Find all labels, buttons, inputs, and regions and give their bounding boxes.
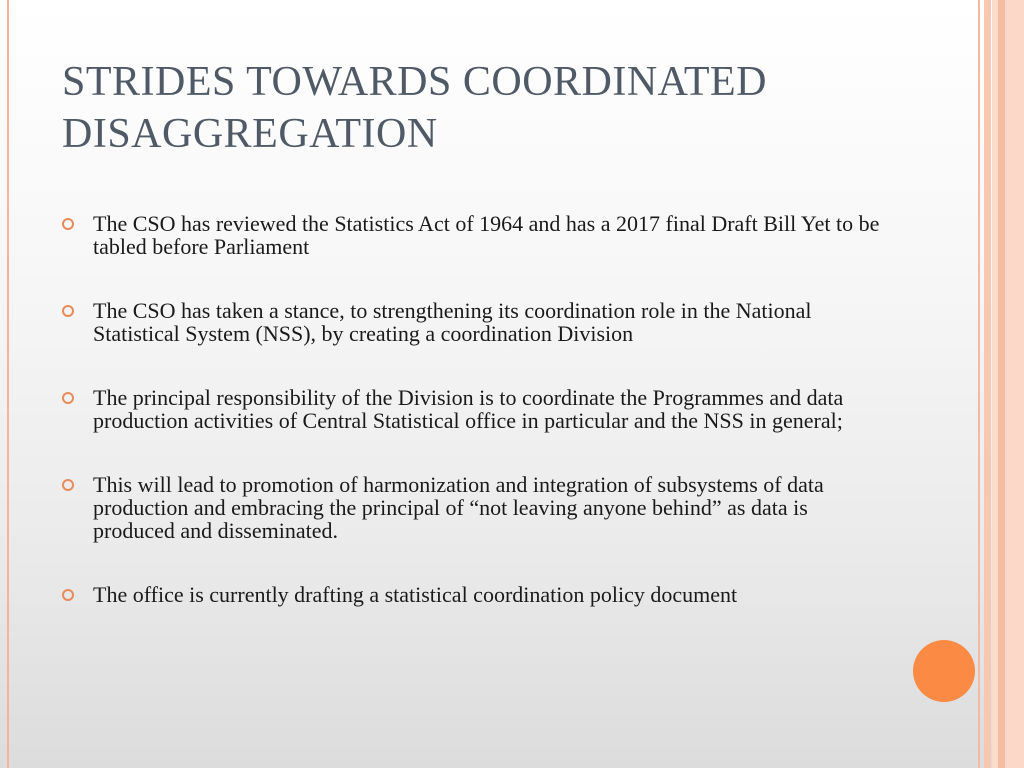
bullet-item [62,473,882,542]
bullet-item [62,386,882,432]
right-stripe [984,0,991,768]
bullet-list [62,212,882,606]
right-stripe [998,0,1005,768]
right-stripe [1005,0,1024,768]
bullet-item [62,299,882,345]
hollow-circle-bullet-icon [62,218,74,230]
bullet-text: The office is currently drafting a statistical coordination policy document [93,582,738,607]
hollow-circle-bullet-icon [62,479,74,491]
bullet-item [62,583,882,606]
hollow-circle-bullet-icon [62,589,74,601]
bullet-text: The CSO has reviewed the Statistics Act of 1964 and has a 2017 final Draft Bill Yet to be tabled before Parliament [93,211,880,259]
bullet-item [62,212,882,258]
left-border-line [7,0,9,768]
hollow-circle-bullet-icon [62,392,74,404]
bullet-text: This will lead to promotion of harmonization and integration of subsystems of data production and embracing the principal of “not leaving anyone behind” as data is produced and disseminated. [93,472,824,543]
bullet-text: The CSO has taken a stance, to strengthening its coordination role in the National Statistical System (NSS), by creating a coordination Division [93,298,812,346]
bullet-text: The principal responsibility of the Division is to coordinate the Programmes and data production activities of Central Statistical office in particular and the NSS in general; [93,385,844,433]
hollow-circle-bullet-icon [62,305,74,317]
right-stripe [978,0,980,768]
orange-circle-decoration [913,640,975,702]
slide-title: STRIDES TOWARDS COORDINATED DISAGGREGATION [62,59,768,157]
